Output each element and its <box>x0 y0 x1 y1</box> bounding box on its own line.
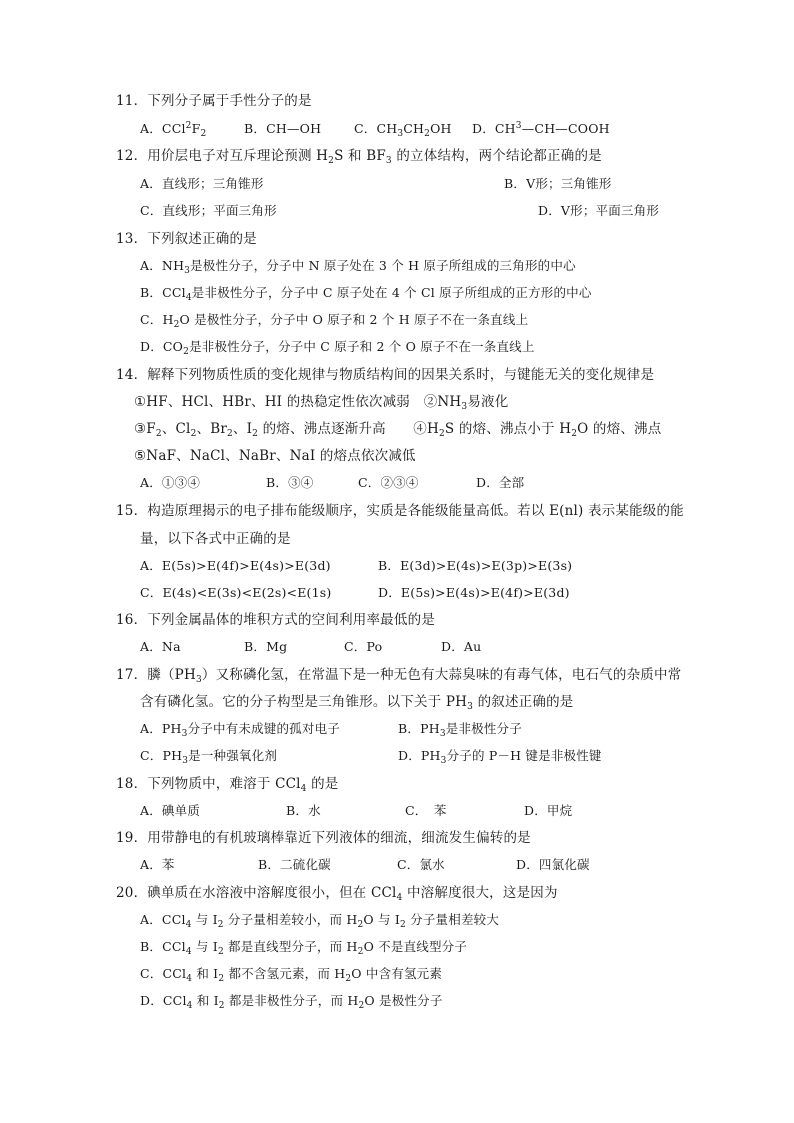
text-segment: 分子量相差较小，而 H <box>223 912 358 927</box>
question-12-option-c <box>140 202 277 220</box>
text-segment: D．PH <box>398 748 441 763</box>
question-17-option-d <box>398 747 602 765</box>
subscript: 2 <box>357 920 364 930</box>
subscript: 4 <box>185 947 192 957</box>
question-11-option-b <box>244 120 321 138</box>
question-17-option-b <box>398 720 522 738</box>
text-segment: F <box>191 121 201 136</box>
text-segment: 与 I <box>191 912 218 927</box>
question-15-option-b <box>378 557 572 575</box>
question-13-option-d <box>140 338 535 356</box>
text-segment: C．Po <box>344 639 383 654</box>
text-segment: 分子量相差较大 <box>405 912 500 927</box>
subscript: 3 <box>439 729 446 739</box>
question-19-stem <box>116 829 531 847</box>
text-segment: 19．用带静电的有机玻璃棒靠近下列液体的细流，细流发生偏转的是 <box>116 830 531 846</box>
text-segment: ）又称磷化氢，在常温下是一种无色有大蒜臭味的有毒气体，电石气的杂质中常 <box>201 667 682 683</box>
subscript: 3 <box>467 702 474 712</box>
question-19-option-c <box>397 856 445 874</box>
subscript: 2 <box>400 920 406 930</box>
text-segment: 量，以下各式中正确的是 <box>140 531 291 547</box>
text-segment: O 是极性分子，分子中 O 原子和 2 个 H 原子不在一条直线上 <box>179 312 529 327</box>
text-segment: 13．下列叙述正确的是 <box>116 231 257 247</box>
question-17-option-c <box>140 747 277 765</box>
question-12-option-a <box>140 175 264 193</box>
text-segment: CH <box>403 121 425 136</box>
subscript: 2 <box>345 974 352 984</box>
text-segment: 11．下列分子属于手性分子的是 <box>116 93 312 109</box>
text-segment: D．CO <box>140 339 184 354</box>
text-segment: OH <box>430 121 452 136</box>
question-14-stem <box>116 366 654 384</box>
text-segment: 都是非极性分子，而 H <box>224 993 359 1008</box>
subscript: 2 <box>218 974 225 984</box>
question-17-stem <box>116 666 681 684</box>
text-segment: A．Na <box>140 639 181 654</box>
question-20-option-a <box>140 911 499 929</box>
text-segment: 中溶解度很大，这是因为 <box>402 885 558 901</box>
text-segment: B．CCl <box>140 939 186 954</box>
question-15-stem <box>116 502 684 520</box>
text-segment: D．E(5s)>E(4s)>E(4f)>E(3d) <box>378 585 570 600</box>
question-14-statement <box>134 393 508 411</box>
question-11-option-c <box>354 120 452 138</box>
text-segment: B．③④ <box>266 475 314 490</box>
text-segment: A．PH <box>140 721 182 736</box>
text-segment: D．四氯化碳 <box>516 857 590 872</box>
question-15-option-d <box>378 584 570 602</box>
text-segment: 是极性分子，分子中 N 原子处在 3 个 H 原子所组成的三角形的中心 <box>190 258 576 273</box>
subscript: 2 <box>190 429 197 439</box>
subscript: 2 <box>217 947 224 957</box>
text-segment: 12．用价层电子对互斥理论预测 H <box>116 148 329 164</box>
text-segment: A．E(5s)>E(4f)>E(4s)>E(3d) <box>140 558 331 573</box>
text-segment: 含有磷化氢。它的分子构型是三角锥形。以下关于 PH <box>140 694 468 710</box>
subscript: 2 <box>438 429 445 439</box>
subscript: 3 <box>182 756 189 766</box>
subscript: 2 <box>183 347 190 357</box>
superscript: 3 <box>515 121 522 131</box>
question-18-option-b <box>286 802 321 820</box>
question-18-stem <box>116 775 339 793</box>
text-segment: C．E(4s)<E(3s)<E(2s)<E(1s) <box>140 585 332 600</box>
question-14-option-a <box>140 474 200 492</box>
question-19-option-d <box>516 856 590 874</box>
text-segment: D．CH <box>472 121 516 136</box>
question-18-option-c <box>405 802 447 820</box>
question-20-option-d <box>140 992 443 1010</box>
subscript: 4 <box>185 293 192 303</box>
text-segment: B．CH—OH <box>244 121 322 136</box>
subscript: 4 <box>396 893 403 903</box>
text-segment: A．CCl <box>140 912 186 927</box>
question-13-stem <box>116 230 257 248</box>
text-segment: C．PH <box>140 748 183 763</box>
question-20-stem <box>116 884 558 902</box>
question-12-option-b <box>504 175 612 193</box>
text-segment: 是非极性分子，分子中 C 原子处在 4 个 Cl 原子所组成的正方形的中心 <box>191 285 592 300</box>
text-segment: 和 I <box>192 966 219 981</box>
text-segment: 、Br <box>196 421 227 437</box>
question-13-option-a <box>140 257 576 275</box>
text-segment: B．V形；三角锥形 <box>504 176 612 191</box>
subscript: 4 <box>300 784 307 794</box>
text-segment: 的立体结构，两个结论都正确的是 <box>391 148 602 164</box>
text-segment: D．Au <box>441 639 482 654</box>
text-segment: O 不是直线型分子 <box>363 939 468 954</box>
text-segment: A．NH <box>140 258 185 273</box>
text-segment: B．Mg <box>244 639 288 654</box>
text-segment: B．CCl <box>140 285 186 300</box>
subscript: 3 <box>440 756 447 766</box>
question-12-stem <box>116 147 602 165</box>
text-segment: A．直线形；三角锥形 <box>140 176 264 191</box>
text-segment: A．①③④ <box>140 475 201 490</box>
text-segment: 15．构造原理揭示的电子排布能级顺序，实质是各能级能量高低。若以 E(nl) 表示某能级的能 <box>116 503 684 519</box>
subscript: 2 <box>571 429 578 439</box>
question-11-stem <box>116 92 312 110</box>
text-segment: O 是极性分子 <box>364 993 443 1008</box>
text-segment: A．苯 <box>140 857 175 872</box>
text-segment: B．PH <box>398 721 440 736</box>
question-14-option-c <box>358 474 419 492</box>
subscript: 2 <box>226 429 233 439</box>
subscript: 3 <box>397 129 404 139</box>
text-segment: —CH—COOH <box>521 121 610 136</box>
text-segment: D．V形；平面三角形 <box>538 203 660 218</box>
text-segment: C．氯水 <box>397 857 445 872</box>
question-20-option-b <box>140 938 467 956</box>
question-12-option-d <box>538 202 659 220</box>
question-14-statement <box>134 420 661 438</box>
question-15-option-a <box>140 557 331 575</box>
text-segment: 和 I <box>192 993 219 1008</box>
question-16-option-b <box>244 638 287 656</box>
text-segment: D．甲烷 <box>524 803 573 818</box>
question-16-option-a <box>140 638 181 656</box>
superscript: 2 <box>185 121 192 131</box>
question-16-stem <box>116 611 435 629</box>
text-segment: 的熔、沸点逐渐升高 ④H <box>258 421 439 437</box>
text-segment: B．E(3d)>E(4s)>E(3p)>E(3s) <box>378 558 573 573</box>
subscript: 4 <box>186 1001 193 1011</box>
text-segment: 易液化 <box>467 394 509 410</box>
subscript: 4 <box>186 974 193 984</box>
text-segment: S 和 BF <box>334 148 386 164</box>
text-segment: 14．解释下列物质性质的变化规律与物质结构间的因果关系时，与键能无关的变化规律是 <box>116 367 655 383</box>
subscript: 3 <box>181 729 188 739</box>
text-segment: B．水 <box>286 803 321 818</box>
text-segment: 是一种强氧化剂 <box>188 748 278 763</box>
text-segment: A．碘单质 <box>140 803 201 818</box>
question-14-statement <box>134 447 416 465</box>
text-segment: 是非极性分子，分子中 C 原子和 2 个 O 原子不在一条直线上 <box>189 339 535 354</box>
question-13-option-c <box>140 311 528 329</box>
question-18-option-a <box>140 802 200 820</box>
question-20-option-c <box>140 965 442 983</box>
text-segment: 分子的 P－H 键是非极性键 <box>446 748 602 763</box>
text-segment: 都不含氢元素，而 H <box>224 966 346 981</box>
subscript: 2 <box>424 129 431 139</box>
text-segment: C．CH <box>354 121 398 136</box>
text-segment: D．CCl <box>140 993 187 1008</box>
text-segment: 18．下列物质中，难溶于 CCl <box>116 776 301 792</box>
text-segment: 是非极性分子 <box>445 721 522 736</box>
subscript: 2 <box>218 1001 225 1011</box>
text-segment: 都是直线型分子，而 H <box>223 939 358 954</box>
subscript: 3 <box>461 402 468 412</box>
text-segment: C．CCl <box>140 966 187 981</box>
text-segment: 与 I <box>191 939 218 954</box>
subscript: 3 <box>195 675 202 685</box>
text-segment: ①HF、HCl、HBr、HI 的热稳定性依次减弱 ②NH <box>134 394 462 410</box>
subscript: 2 <box>358 1001 365 1011</box>
subscript: 2 <box>357 947 364 957</box>
text-segment: ③F <box>134 421 156 437</box>
subscript: 2 <box>217 920 224 930</box>
subscript: 4 <box>185 920 192 930</box>
text-segment: 的是 <box>306 776 339 792</box>
text-segment: 、Cl <box>161 421 191 437</box>
subscript: 3 <box>385 156 392 166</box>
question-14-option-b <box>266 474 314 492</box>
text-segment: 17．膦（PH <box>116 667 196 683</box>
question-15-stem <box>140 530 291 548</box>
text-segment: C．②③④ <box>358 475 419 490</box>
subscript: 2 <box>155 429 162 439</box>
text-segment: D．全部 <box>476 475 525 490</box>
subscript: 2 <box>200 129 207 139</box>
text-segment: O 的熔、沸点 <box>577 421 662 437</box>
text-segment: ⑤NaF、NaCl、NaBr、NaI 的熔点依次减低 <box>134 448 416 464</box>
text-segment: 16．下列金属晶体的堆积方式的空间利用率最低的是 <box>116 612 435 628</box>
text-segment: O 中含有氢元素 <box>351 966 443 981</box>
question-17-stem <box>140 693 574 711</box>
text-segment: 的叙述正确的是 <box>473 694 574 710</box>
text-segment: 、I <box>232 421 253 437</box>
question-13-option-b <box>140 284 592 302</box>
question-18-option-d <box>524 802 572 820</box>
subscript: 2 <box>328 156 335 166</box>
text-segment: A．CCl <box>140 121 186 136</box>
text-segment: C．H <box>140 312 174 327</box>
text-segment: C． 苯 <box>405 803 447 818</box>
question-16-option-d <box>441 638 481 656</box>
question-17-option-a <box>140 720 340 738</box>
subscript: 3 <box>184 266 191 276</box>
text-segment: 分子中有未成键的孤对电子 <box>187 721 340 736</box>
text-segment: 20．碘单质在水溶液中溶解度很小，但在 CCl <box>116 885 397 901</box>
question-19-option-b <box>258 856 331 874</box>
question-14-option-d <box>476 474 524 492</box>
text-segment: O 与 I <box>363 912 401 927</box>
text-segment: S 的熔、沸点小于 H <box>444 421 572 437</box>
subscript: 2 <box>252 429 259 439</box>
text-segment: C．直线形；平面三角形 <box>140 203 277 218</box>
question-11-option-a <box>140 120 206 138</box>
question-15-option-c <box>140 584 331 602</box>
text-segment: B．二硫化碳 <box>258 857 331 872</box>
question-16-option-c <box>344 638 382 656</box>
question-11-option-d <box>472 120 610 138</box>
question-19-option-a <box>140 856 175 874</box>
subscript: 2 <box>173 320 180 330</box>
